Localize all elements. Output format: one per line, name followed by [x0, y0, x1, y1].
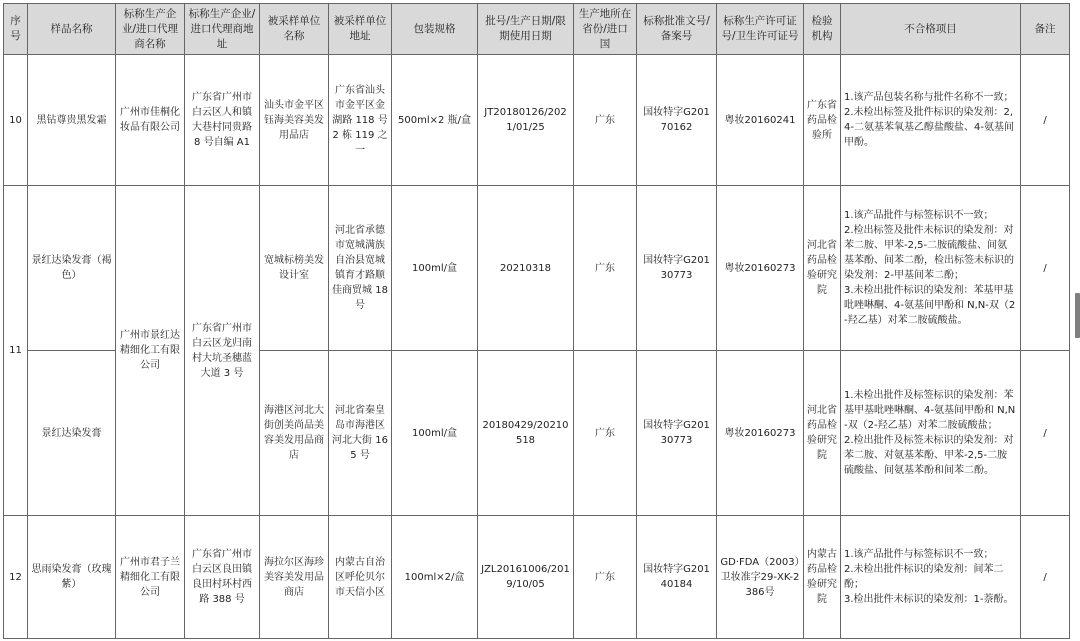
cell-license: 粤妆20160241 — [717, 55, 804, 186]
cell-sampled-addr: 内蒙古自治区呼伦贝尔市天信小区 — [329, 516, 392, 639]
cell-sampled-addr: 河北省承德市宽城满族自治县宽城镇育才路顺佳商贸城 18 号 — [329, 186, 392, 351]
cell-origin: 广东 — [574, 516, 637, 639]
cell-producer-addr: 广东省广州市白云区良田镇良田村环村西路 388 号 — [185, 516, 260, 639]
scrollbar-handle[interactable] — [1075, 293, 1080, 338]
header-producer-name: 标称生产企业/进口代理商名称 — [116, 4, 185, 55]
cell-origin: 广东 — [574, 55, 637, 186]
header-issues: 不合格项目 — [841, 4, 1021, 55]
cell-remark: / — [1021, 55, 1070, 186]
header-license: 标称生产许可证号/卫生许可证号 — [717, 4, 804, 55]
inspection-table — [3, 3, 1070, 639]
cell-seq: 12 — [4, 516, 28, 639]
cell-name: 景红达染发膏 — [28, 351, 116, 516]
header-producer-addr: 标称生产企业/进口代理商地址 — [185, 4, 260, 55]
cell-seq: 11 — [4, 186, 28, 516]
cell-approval: 国妆特字G20170162 — [637, 55, 717, 186]
cell-approval: 国妆特字G20130773 — [637, 186, 717, 351]
header-remark: 备注 — [1021, 4, 1070, 55]
header-seq: 序号 — [4, 4, 28, 55]
cell-name: 景红达染发膏（褐色） — [28, 186, 116, 351]
header-row — [4, 4, 1070, 55]
cell-agency: 河北省药品检验研究院 — [804, 186, 841, 351]
cell-sampled-unit: 海拉尔区海珍美容美发用品商店 — [260, 516, 329, 639]
cell-sampled-addr: 河北省秦皇岛市海港区河北大街 165 号 — [329, 351, 392, 516]
table-row — [4, 516, 1070, 639]
header-approval: 标称批准文号/备案号 — [637, 4, 717, 55]
cell-issues: 1.该产品批件与标签标识不一致； 2.检出标签及批件未标识的染发剂：对苯二胺、甲苯-2,5-二胺硫酸盐、间氨基苯酚、间苯二酚，检出标签未标识的染发剂：2-甲基间苯二酚； 3.未检出批件标识的染发剂：苯基甲基吡唑啉酮、4-氨基间甲酚和 N,N-双（2-羟乙基）对苯二胺硫酸盐。 — [841, 186, 1021, 351]
cell-sampled-unit: 海港区河北大街创美尚品美容美发用品商店 — [260, 351, 329, 516]
cell-spec: 100ml/盒 — [392, 186, 478, 351]
cell-batch: 20210318 — [478, 186, 574, 351]
cell-batch: JZL20161006/2019/10/05 — [478, 516, 574, 639]
cell-sampled-unit: 汕头市金平区钰海美容美发用品店 — [260, 55, 329, 186]
cell-license: 粤妆20160273 — [717, 186, 804, 351]
table-row — [4, 186, 1070, 351]
cell-batch: JT20180126/2021/01/25 — [478, 55, 574, 186]
cell-sampled-addr: 广东省汕头市金平区金湖路 118 号 2 栋 119 之一 — [329, 55, 392, 186]
cell-license: GD·FDA（2003）卫妆准字29-XK-2386号 — [717, 516, 804, 639]
header-name: 样品名称 — [28, 4, 116, 55]
cell-name: 思雨染发膏（玫瑰紫） — [28, 516, 116, 639]
cell-remark: / — [1021, 516, 1070, 639]
table-row — [4, 55, 1070, 186]
header-agency: 检验机构 — [804, 4, 841, 55]
cell-approval: 国妆特字G20140184 — [637, 516, 717, 639]
header-origin: 生产地所在省份/进口国 — [574, 4, 637, 55]
cell-origin: 广东 — [574, 351, 637, 516]
cell-spec: 100ml×2/盒 — [392, 516, 478, 639]
cell-agency: 广东省药品检验所 — [804, 55, 841, 186]
cell-issues: 1.该产品批件与标签标识不一致； 2.未检出批件标识的染发剂：间苯二酚； 3.检出批件未标识的染发剂：1-萘酚。 — [841, 516, 1021, 639]
header-sampled-addr: 被采样单位地址 — [329, 4, 392, 55]
cell-remark: / — [1021, 351, 1070, 516]
cell-remark: / — [1021, 186, 1070, 351]
cell-seq: 10 — [4, 55, 28, 186]
cell-spec: 100ml/盒 — [392, 351, 478, 516]
cell-origin: 广东 — [574, 186, 637, 351]
cell-license: 粤妆20160273 — [717, 351, 804, 516]
cell-approval: 国妆特字G20130773 — [637, 351, 717, 516]
cell-agency: 河北省药品检验研究院 — [804, 351, 841, 516]
header-spec: 包装规格 — [392, 4, 478, 55]
cell-producer-addr: 广东省广州市白云区龙归南村大坑圣穗蓝大道 3 号 — [185, 186, 260, 516]
cell-producer-name: 广州市君子兰精细化工有限公司 — [116, 516, 185, 639]
cell-name: 黑钻尊贵黑发霜 — [28, 55, 116, 186]
header-sampled-unit: 被采样单位名称 — [260, 4, 329, 55]
cell-agency: 内蒙古药品检验研究院 — [804, 516, 841, 639]
cell-producer-name: 广州市景红达精细化工有限公司 — [116, 186, 185, 516]
header-batch: 批号/生产日期/限期使用日期 — [478, 4, 574, 55]
cell-batch: 20180429/20210518 — [478, 351, 574, 516]
cell-sampled-unit: 宽城标榜美发设计室 — [260, 186, 329, 351]
cell-issues: 1.该产品包装名称与批件名称不一致； 2.未检出标签及批件标识的染发剂：2,4-二氨基苯氧基乙醇盐酸盐、4-氨基间甲酚。 — [841, 55, 1021, 186]
cell-spec: 500ml×2 瓶/盒 — [392, 55, 478, 186]
cell-producer-addr: 广东省广州市白云区人和镇大巷村同贵路 8 号自编 A1 — [185, 55, 260, 186]
cell-producer-name: 广州市佳桐化妆品有限公司 — [116, 55, 185, 186]
cell-issues: 1.未检出批件及标签标识的染发剂：苯基甲基吡唑啉酮、4-氨基间甲酚和 N,N-双（2-羟乙基）对苯二胺硫酸盐； 2.检出批件及标签未标识的染发剂：对苯二胺、对氨基苯酚、甲苯-2,5-二胺硫酸盐、间氨基苯酚和间苯二酚。 — [841, 351, 1021, 516]
